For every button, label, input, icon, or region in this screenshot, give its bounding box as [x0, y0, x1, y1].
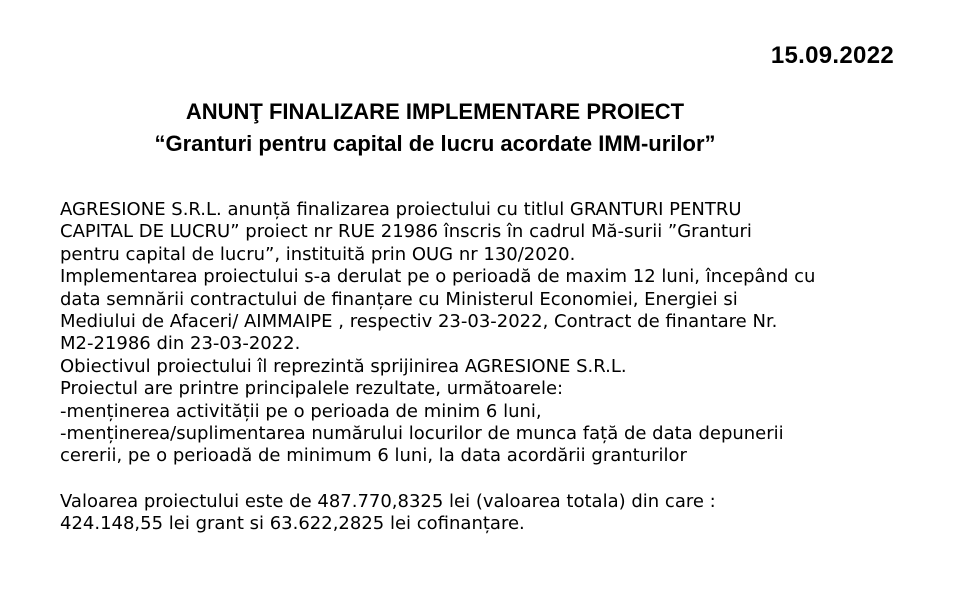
body-line: AGRESIONE S.R.L. anunță finalizarea proiectului cu titlul GRANTURI PENTRU: [60, 199, 742, 220]
title-line-1: ANUNŢ FINALIZARE IMPLEMENTARE PROIECT: [185, 99, 685, 124]
body-line: cererii, pe o perioadă de minimum 6 luni, la data acordării granturilor: [60, 445, 687, 467]
announcement-title: [0, 96, 870, 160]
body-line: Implementarea proiectului s-a derulat pe o perioadă de maxim 12 luni, începând cu: [60, 266, 816, 288]
project-value-line: 424.148,55 lei grant si 63.622,2825 lei cofinanțare.: [60, 513, 525, 535]
body-line: data semnării contractului de finanțare cu Ministerul Economiei, Energiei si: [60, 288, 738, 310]
announcement-date: 15.09.2022: [770, 42, 894, 69]
body-line: M2-21986 din 23-03-2022.: [60, 333, 301, 355]
body-line: -menținerea activității pe o perioada de minim 6 luni,: [60, 400, 542, 422]
paragraph-spacer: [60, 468, 920, 491]
body-line: Obiectivul proiectului îl reprezintă sprijinirea AGRESIONE S.R.L.: [60, 355, 627, 377]
project-value-line: Valoarea proiectului este de 487.770,8325 lei (valoarea totala) din care :: [60, 490, 716, 512]
title-line-2: “Granturi pentru capital de lucru acordate IMM-urilor”: [154, 131, 716, 156]
body-line: CAPITAL DE LUCRU” proiect nr RUE 21986 înscris în cadrul Mă-surii ”Granturi: [60, 221, 752, 243]
body-line: Proiectul are printre principalele rezultate, următoarele:: [60, 378, 564, 400]
announcement-body: [60, 199, 920, 536]
body-line: -menținerea/suplimentarea numărului locurilor de munca față de data depunerii: [60, 423, 784, 445]
body-line: pentru capital de lucru”, instituită prin OUG nr 130/2020.: [60, 243, 576, 265]
body-line: Mediului de Afaceri/ AIMMAIPE , respectiv 23-03-2022, Contract de finantare Nr.: [60, 311, 778, 333]
